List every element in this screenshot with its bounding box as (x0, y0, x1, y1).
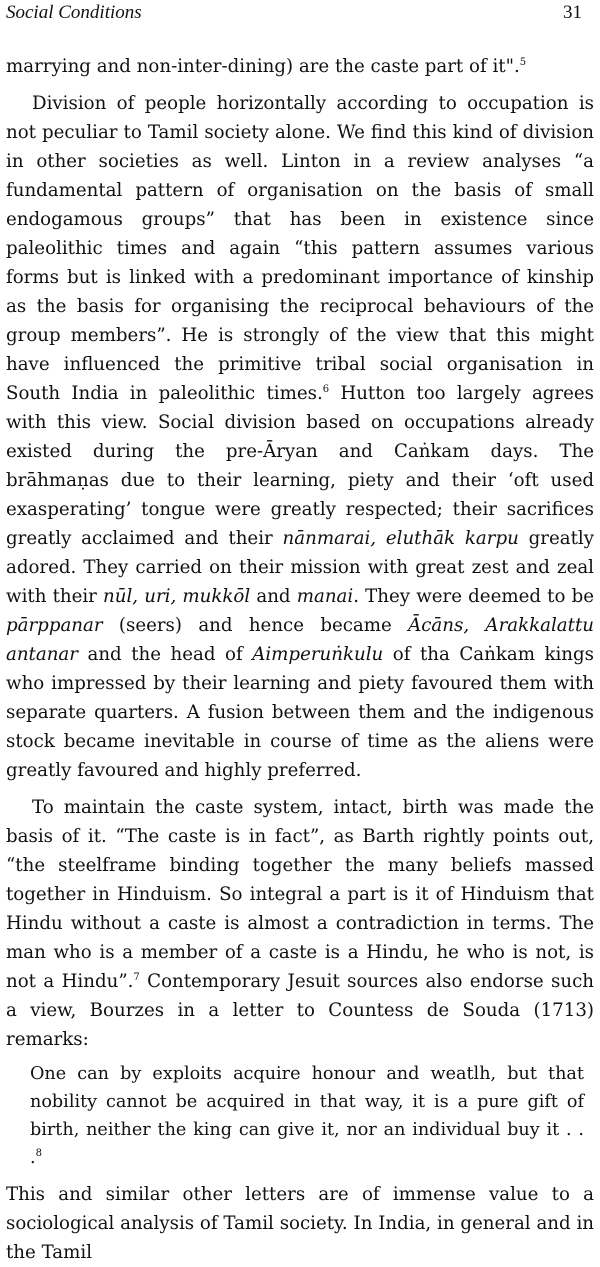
body-text (6, 52, 594, 1267)
paragraph-4 (6, 1180, 594, 1267)
italic-term-parppanar: pārppanar (6, 615, 103, 636)
paragraph-2-text-3: greatly adored. They carried on their mission with great zest and zeal with their (6, 528, 595, 607)
chapter-title: Social Conditions (6, 2, 142, 23)
footnote-ref-5: 5 (519, 57, 527, 68)
block-quote-text: One can by exploits acquire honour and weatlh, but that nobility cannot be acquired in that way, it is a pure gift of birth, neither the king can give it, nor an individual buy it . . . (30, 1064, 584, 1168)
italic-term-nul-uri: nūl, uri, mukkōl (103, 586, 251, 607)
page-number: 31 (563, 2, 582, 23)
italic-term-acans: Ācāns, Arakkalattu antanar (6, 615, 594, 665)
paragraph-2-text-8: of tha Caṅkam kings who impressed by their learning and piety favoured them with separate quarters. A fusion between them and the indigenous stock became inevitable in course of time as the aliens were greatly favoured and highly preferred. (6, 644, 594, 781)
footnote-ref-7: 7 (133, 972, 140, 983)
running-header (6, 2, 582, 26)
paragraph-2 (6, 89, 594, 785)
paragraph-2-text-1: Division of people horizontally according to occupation is not peculiar to Tamil society alone. We find this kind of division in other societies as well. Linton in a review analyses “a fundamental pattern of organisation on the basis of small endogamous groups” that has been in existence since paleolithic times and again “this pattern assumes various forms but is linked with a predominant importance of kinship as the basis for organising the reciprocal behaviours of the group members”. He is strongly of the view that this might have influenced the primitive tribal social organisation in South India in paleolithic times. (6, 93, 594, 404)
paragraph-1 (6, 52, 594, 81)
paragraph-2-text-7: and the head of (77, 644, 253, 665)
italic-term-manai: manai (296, 586, 354, 607)
paragraph-2-text-2: Hutton too largely agrees with this view. Social division based on occupations already existed during the pre-Āryan and Caṅkam days. The brāhmaṇas due to their learning, piety and their ‘oft used exasperating’ tongue were greatly respected; their sacrifices greatly acclaimed and their (6, 383, 594, 549)
paragraph-1-text: marrying and non-inter-dining) are the caste part of it". (6, 56, 520, 77)
paragraph-3-text-2: Contemporary Jesuit sources also endorse such a view, Bourzes in a letter to Countess de Souda (1713) remarks: (6, 971, 594, 1050)
paragraph-2-text-5: . They were deemed to be (353, 586, 594, 607)
italic-term-aimperunkulu: Aimperuṅkulu (252, 644, 384, 665)
footnote-ref-6: 6 (322, 384, 330, 395)
paragraph-3 (6, 793, 594, 1054)
paragraph-2-text-6: (seers) and hence became (102, 615, 409, 636)
block-quote (30, 1060, 584, 1172)
paragraph-4-text: This and similar other letters are of immense value to a sociological analysis of Tamil society. In India, in general and in the Tamil (6, 1184, 594, 1263)
footnote-ref-8: 8 (35, 1148, 42, 1159)
paragraph-3-text-1: To maintain the caste system, intact, birth was made the basis of it. “The caste is in fact”, as Barth rightly points out, “the steelframe binding together the many beliefs massed together in Hinduism. So integral a part is it of Hinduism that Hindu without a caste is almost a contradiction in terms. The man who is a member of a caste is a Hindu, he who is not, is not a Hindu”. (6, 797, 594, 992)
paragraph-2-text-4: and (250, 586, 297, 607)
italic-term-nanmarai: nānmarai, eluthāk karpu (282, 528, 519, 549)
